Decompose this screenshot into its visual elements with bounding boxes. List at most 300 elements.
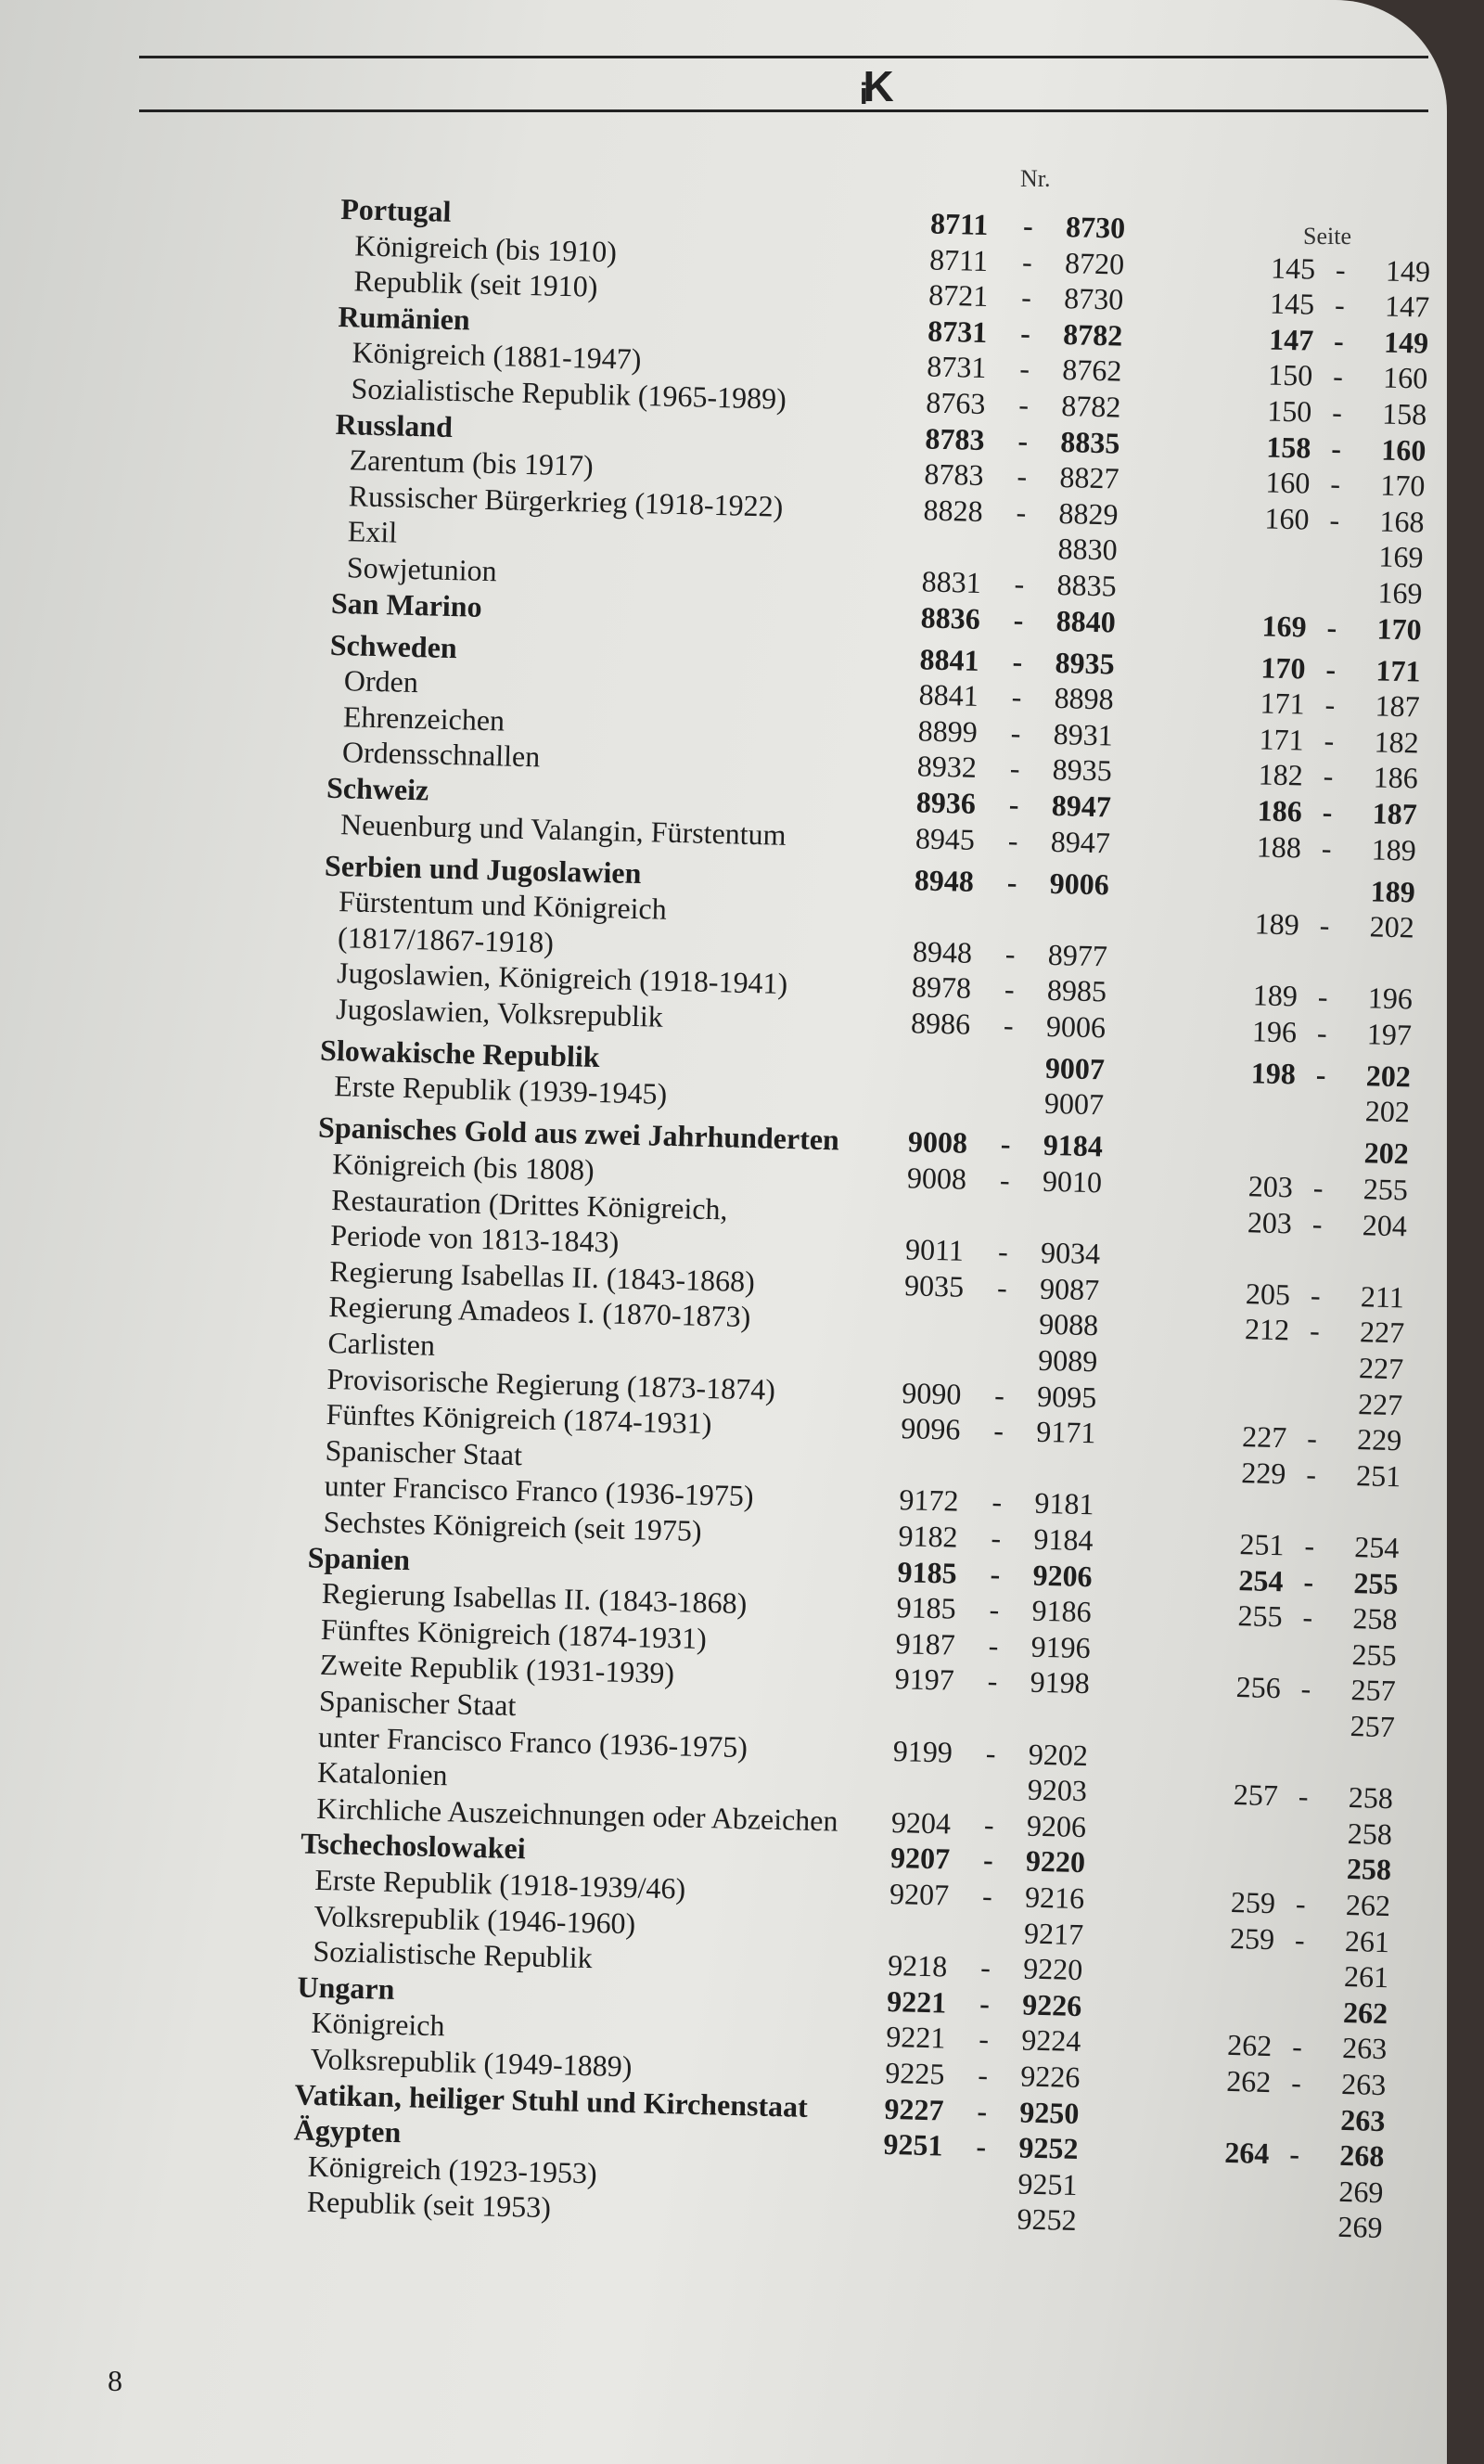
page-dash: - bbox=[1309, 1314, 1321, 1348]
nr-end: 9034 bbox=[1040, 1236, 1101, 1271]
nr-start: 8831 bbox=[921, 564, 982, 599]
nr-start: 8936 bbox=[915, 785, 977, 820]
entry-title: Königreich (1881-1947) bbox=[352, 335, 642, 377]
nr-dash: - bbox=[1000, 1127, 1012, 1161]
page-end: 189 bbox=[1371, 831, 1417, 867]
nr-end: 9206 bbox=[1026, 1808, 1087, 1843]
page-end: 196 bbox=[1367, 981, 1414, 1016]
nr-dash: - bbox=[1008, 787, 1019, 821]
nr-end: 9087 bbox=[1039, 1271, 1100, 1307]
nr-dash: - bbox=[1003, 1007, 1015, 1042]
nr-end: 9252 bbox=[1018, 2130, 1079, 2166]
entry-title: Tschechoslowakei bbox=[300, 1826, 527, 1866]
nr-start: 8986 bbox=[910, 1006, 971, 1041]
page-start: 229 bbox=[1240, 1455, 1286, 1491]
page-start: 171 bbox=[1259, 722, 1305, 757]
entry-title: Königreich bbox=[311, 2006, 445, 2043]
nr-start: 8711 bbox=[929, 206, 989, 242]
header-rule-top bbox=[139, 56, 1428, 58]
entry-title: Königreich (1923-1953) bbox=[307, 2149, 598, 2190]
nr-dash: - bbox=[991, 1521, 1002, 1555]
nr-dash: - bbox=[1013, 602, 1024, 636]
nr-dash: - bbox=[983, 1807, 995, 1842]
nr-end: 8935 bbox=[1055, 645, 1116, 681]
nr-end: 9203 bbox=[1027, 1772, 1088, 1808]
page-end: 211 bbox=[1360, 1279, 1405, 1315]
nr-end: 8762 bbox=[1061, 353, 1122, 388]
nr-dash: - bbox=[1020, 280, 1032, 314]
nr-end: 8782 bbox=[1062, 316, 1123, 353]
page-start: 150 bbox=[1267, 357, 1313, 393]
entry-title: Republik (seit 1910) bbox=[353, 263, 598, 303]
page-start: 212 bbox=[1244, 1312, 1290, 1347]
page-end: 254 bbox=[1354, 1530, 1400, 1565]
page-dash: - bbox=[1322, 794, 1333, 829]
nr-start: 8841 bbox=[918, 677, 979, 713]
page-dash: - bbox=[1311, 1206, 1324, 1240]
page-end: 147 bbox=[1384, 289, 1430, 324]
page-start: 257 bbox=[1233, 1777, 1279, 1813]
entry-title: Restauration (Drittes Königreich, bbox=[330, 1182, 729, 1226]
entry-title: (1817/1867-1918) bbox=[337, 919, 555, 959]
nr-dash: - bbox=[1007, 823, 1019, 857]
entry-title: Spanischer Staat bbox=[325, 1432, 523, 1471]
nr-end: 9196 bbox=[1030, 1629, 1092, 1664]
page-end: 170 bbox=[1379, 468, 1426, 503]
nr-end: 9251 bbox=[1017, 2166, 1078, 2201]
page-end: 257 bbox=[1350, 1673, 1397, 1708]
nr-end: 9226 bbox=[1021, 1987, 1082, 2022]
entry-title: Neuenburg und Valangin, Fürstentum bbox=[339, 806, 787, 852]
nr-end: 8827 bbox=[1059, 460, 1119, 495]
nr-end: 8830 bbox=[1057, 532, 1119, 567]
nr-dash: - bbox=[1016, 494, 1027, 529]
page-end: 169 bbox=[1377, 575, 1424, 610]
page-end: 257 bbox=[1350, 1709, 1396, 1744]
entry-title: Fünftes Königreich (1874-1931) bbox=[320, 1611, 708, 1655]
nr-start: 8836 bbox=[920, 599, 981, 635]
page-start: 262 bbox=[1225, 2063, 1272, 2098]
page-end: 187 bbox=[1375, 688, 1421, 724]
page-dash: - bbox=[1324, 723, 1335, 758]
nr-dash: - bbox=[1014, 566, 1025, 601]
nr-end: 8835 bbox=[1060, 424, 1120, 460]
nr-dash: - bbox=[1017, 423, 1029, 457]
nr-start: 8763 bbox=[926, 385, 986, 420]
entry-title: Russland bbox=[335, 406, 454, 443]
nr-end: 9250 bbox=[1019, 2094, 1080, 2130]
publisher-logo: ᵢK bbox=[861, 62, 890, 110]
page-start: 145 bbox=[1269, 286, 1315, 321]
nr-dash: - bbox=[1021, 244, 1033, 278]
page-dash: - bbox=[1294, 1922, 1306, 1957]
page-end: 263 bbox=[1340, 2066, 1387, 2102]
page-end: 255 bbox=[1353, 1565, 1399, 1600]
page-dash: - bbox=[1298, 1778, 1309, 1814]
nr-start: 9221 bbox=[886, 1983, 947, 2020]
entry-title: Regierung Isabellas II. (1843-1868) bbox=[328, 1253, 756, 1299]
page-dash: - bbox=[1323, 759, 1334, 793]
nr-end: 9088 bbox=[1038, 1307, 1099, 1342]
entry-title: Russischer Bürgerkrieg (1918-1922) bbox=[348, 479, 784, 523]
entry-title: Schweiz bbox=[326, 770, 429, 807]
page-end: 255 bbox=[1362, 1172, 1409, 1207]
nr-start: 8945 bbox=[915, 820, 976, 856]
page-end: 227 bbox=[1359, 1315, 1405, 1350]
nr-start: 9185 bbox=[897, 1554, 958, 1590]
nr-start: 8948 bbox=[912, 933, 973, 969]
nr-end: 9010 bbox=[1042, 1163, 1103, 1200]
nr-dash: - bbox=[1011, 679, 1022, 714]
page-start: 145 bbox=[1270, 250, 1316, 286]
nr-end: 8931 bbox=[1053, 716, 1114, 752]
page-dash: - bbox=[1319, 908, 1330, 943]
nr-start: 8731 bbox=[927, 314, 988, 349]
nr-end: 9220 bbox=[1022, 1951, 1083, 1987]
nr-start: 8731 bbox=[926, 349, 987, 385]
entry-title: Rumänien bbox=[338, 299, 471, 337]
page-start: 160 bbox=[1264, 501, 1310, 536]
entry-title: Sowjetunion bbox=[346, 550, 498, 588]
entry-title: Sozialistische Republik bbox=[313, 1933, 594, 1975]
page-start: 259 bbox=[1229, 1920, 1275, 1956]
page-dash: - bbox=[1321, 830, 1332, 865]
nr-dash: - bbox=[996, 1270, 1008, 1304]
entry-title: Portugal bbox=[339, 191, 452, 228]
page-start: 158 bbox=[1265, 430, 1311, 465]
page-start: 182 bbox=[1258, 757, 1304, 792]
entry-title: Erste Republik (1918-1939/46) bbox=[313, 1862, 686, 1906]
page-start: 189 bbox=[1252, 978, 1298, 1013]
page-end: 168 bbox=[1379, 504, 1425, 539]
page-start: 198 bbox=[1250, 1056, 1297, 1091]
page-end: 160 bbox=[1382, 360, 1428, 396]
page-dash: - bbox=[1326, 610, 1337, 644]
nr-start: 8828 bbox=[923, 493, 984, 528]
entry-title: Vatikan, heiliger Stuhl und Kirchenstaat bbox=[294, 2076, 809, 2124]
nr-end: 9184 bbox=[1043, 1128, 1104, 1163]
nr-end: 9206 bbox=[1032, 1558, 1094, 1593]
page-dash: - bbox=[1288, 2137, 1300, 2171]
entry-title: Ungarn bbox=[297, 1970, 395, 2006]
nr-end: 9181 bbox=[1034, 1486, 1094, 1521]
nr-dash: - bbox=[989, 1592, 1000, 1626]
entry-title: Periode von 1813-1843) bbox=[329, 1218, 620, 1259]
nr-end: 9202 bbox=[1028, 1737, 1089, 1772]
entry-title: Jugoslawien, Königreich (1918-1941) bbox=[336, 956, 788, 1001]
page-number: 8 bbox=[108, 2364, 122, 2397]
nr-start: 8932 bbox=[916, 749, 978, 785]
page-end: 204 bbox=[1362, 1207, 1408, 1243]
nr-start: 9172 bbox=[899, 1482, 959, 1519]
nr-start: 9207 bbox=[889, 1841, 951, 1876]
nr-dash: - bbox=[1012, 644, 1023, 678]
nr-dash: - bbox=[1017, 459, 1028, 494]
entry-title: Carlisten bbox=[327, 1326, 436, 1362]
nr-start: 8783 bbox=[924, 456, 984, 493]
page-end: 258 bbox=[1352, 1601, 1398, 1636]
entry-title: Volksrepublik (1949-1889) bbox=[310, 2041, 633, 2084]
entry-title: Schweden bbox=[329, 627, 458, 664]
nr-dash: - bbox=[979, 1986, 991, 2021]
nr-end: 9095 bbox=[1036, 1379, 1097, 1414]
nr-start: 8721 bbox=[928, 277, 989, 314]
entry-title: Spanien bbox=[307, 1540, 411, 1576]
page-dash: - bbox=[1304, 1528, 1315, 1563]
page-start: 196 bbox=[1251, 1014, 1298, 1049]
page-start: 188 bbox=[1256, 828, 1302, 864]
nr-start: 9221 bbox=[885, 2020, 946, 2055]
page-dash: - bbox=[1325, 651, 1337, 686]
seite-column-header: Seite bbox=[1303, 223, 1351, 250]
nr-start: 9204 bbox=[890, 1804, 952, 1841]
page-start: 255 bbox=[1237, 1598, 1284, 1634]
page-end: 202 bbox=[1365, 1059, 1412, 1094]
page-end: 227 bbox=[1357, 1386, 1403, 1421]
page-end: 171 bbox=[1375, 652, 1421, 688]
page-start: 203 bbox=[1247, 1204, 1293, 1240]
page-start: 262 bbox=[1226, 2028, 1273, 2063]
nr-end: 9006 bbox=[1049, 866, 1110, 901]
page-start: 160 bbox=[1265, 465, 1311, 500]
entry-title: Zweite Republik (1931-1939) bbox=[319, 1648, 675, 1690]
nr-end: 9224 bbox=[1020, 2022, 1081, 2059]
page-dash: - bbox=[1290, 2065, 1302, 2099]
page-end: 202 bbox=[1364, 1094, 1411, 1129]
page-end: 186 bbox=[1373, 760, 1419, 795]
nr-start: 9225 bbox=[885, 2055, 945, 2091]
nr-end: 8730 bbox=[1065, 210, 1126, 245]
nr-end: 9220 bbox=[1025, 1843, 1086, 1880]
page-start: 203 bbox=[1247, 1169, 1294, 1204]
nr-start: 9187 bbox=[895, 1625, 956, 1662]
page-end: 261 bbox=[1344, 1923, 1390, 1958]
page-dash: - bbox=[1305, 1457, 1317, 1491]
entry-title: Sechstes Königreich (seit 1975) bbox=[323, 1504, 703, 1547]
entry-title: Ordensschnallen bbox=[341, 735, 541, 774]
entry-title: Erste Republik (1939-1945) bbox=[333, 1069, 668, 1111]
entry-title: Ehrenzeichen bbox=[342, 699, 505, 738]
page-end: 170 bbox=[1376, 610, 1423, 647]
page-dash: - bbox=[1291, 2029, 1303, 2064]
nr-start: 8899 bbox=[917, 713, 979, 749]
nr-dash: - bbox=[1022, 208, 1034, 243]
page-end: 187 bbox=[1372, 796, 1418, 831]
nr-start: 8783 bbox=[925, 421, 985, 456]
nr-dash: - bbox=[1017, 387, 1030, 422]
nr-dash: - bbox=[978, 2021, 990, 2056]
page-end: 269 bbox=[1338, 2174, 1384, 2209]
nr-end: 8829 bbox=[1058, 495, 1119, 532]
nr-start: 9218 bbox=[887, 1948, 948, 1983]
entry-title: Königreich (bis 1808) bbox=[331, 1147, 595, 1187]
nr-end: 9217 bbox=[1023, 1916, 1084, 1951]
page-start: 205 bbox=[1245, 1277, 1291, 1312]
page-end: 189 bbox=[1370, 873, 1416, 909]
entry-title: Jugoslawien, Volksrepublik bbox=[335, 991, 664, 1033]
nr-dash: - bbox=[991, 1484, 1003, 1520]
page-dash: - bbox=[1330, 430, 1342, 465]
page-dash: - bbox=[1295, 1886, 1307, 1920]
nr-end: 9007 bbox=[1044, 1050, 1106, 1086]
page-start: 186 bbox=[1257, 793, 1303, 828]
page-end: 202 bbox=[1363, 1136, 1410, 1171]
nr-dash: - bbox=[981, 1879, 993, 1913]
nr-start: 9182 bbox=[898, 1519, 959, 1554]
page-end: 182 bbox=[1374, 725, 1420, 760]
nr-end: 8835 bbox=[1056, 567, 1118, 603]
nr-start: 9251 bbox=[883, 2127, 943, 2162]
nr-end: 8898 bbox=[1054, 681, 1115, 716]
page-end: 227 bbox=[1358, 1351, 1404, 1386]
page-end: 269 bbox=[1337, 2210, 1383, 2245]
nr-dash: - bbox=[976, 2129, 987, 2163]
nr-start: 9185 bbox=[896, 1590, 957, 1625]
page-end: 263 bbox=[1341, 2031, 1388, 2066]
nr-end: 9006 bbox=[1045, 1008, 1107, 1045]
entry-title: Orden bbox=[343, 663, 419, 699]
entry-title: Ägypten bbox=[293, 2112, 402, 2150]
nr-end: 9198 bbox=[1030, 1665, 1091, 1700]
nr-dash: - bbox=[1006, 865, 1017, 899]
nr-end: 8840 bbox=[1055, 603, 1117, 639]
entry-title: Zarentum (bis 1917) bbox=[349, 443, 595, 482]
entry-title: Spanisches Gold aus zwei Jahrhunderten bbox=[317, 1110, 840, 1157]
entry-title: Fünftes Königreich (1874-1931) bbox=[326, 1397, 712, 1441]
page-start: 227 bbox=[1241, 1419, 1287, 1455]
nr-start: 9011 bbox=[904, 1232, 965, 1267]
page-dash: - bbox=[1331, 395, 1343, 430]
page-start: 256 bbox=[1235, 1670, 1282, 1705]
nr-start: 8841 bbox=[919, 641, 980, 677]
page-dash: - bbox=[1333, 323, 1345, 358]
nr-dash: - bbox=[990, 1557, 1001, 1591]
page-dash: - bbox=[1317, 980, 1329, 1014]
nr-start: 9227 bbox=[884, 2091, 944, 2126]
nr-end: 8935 bbox=[1052, 752, 1113, 788]
page-start: 150 bbox=[1266, 393, 1312, 429]
nr-end: 8782 bbox=[1060, 389, 1121, 424]
nr-end: 8720 bbox=[1064, 245, 1125, 281]
nr-end: 8977 bbox=[1047, 937, 1108, 973]
page-start: 264 bbox=[1224, 2135, 1270, 2171]
nr-dash: - bbox=[999, 1162, 1011, 1197]
nr-dash: - bbox=[992, 1413, 1004, 1448]
nr-dash: - bbox=[997, 1234, 1009, 1269]
nr-dash: - bbox=[993, 1378, 1005, 1412]
nr-start: 9008 bbox=[906, 1161, 967, 1196]
table-of-contents bbox=[0, 180, 1447, 2441]
nr-end: 9226 bbox=[1019, 2059, 1081, 2094]
nr-dash: - bbox=[985, 1736, 996, 1770]
nr-dash: - bbox=[979, 1950, 991, 1984]
entry-title: Slowakische Republik bbox=[319, 1033, 600, 1073]
page-end: 262 bbox=[1342, 1995, 1388, 2030]
nr-start: 9197 bbox=[894, 1662, 955, 1697]
page-dash: - bbox=[1306, 1421, 1318, 1456]
page-end: 202 bbox=[1369, 909, 1415, 944]
nr-dash: - bbox=[977, 2093, 988, 2128]
page-end: 258 bbox=[1347, 1816, 1393, 1851]
nr-dash: - bbox=[1004, 972, 1016, 1007]
page-end: 149 bbox=[1383, 325, 1429, 360]
nr-end: 8947 bbox=[1050, 824, 1111, 859]
nr-end: 9186 bbox=[1031, 1593, 1093, 1629]
nr-end: 9184 bbox=[1033, 1521, 1094, 1558]
page-start: 259 bbox=[1230, 1884, 1276, 1920]
page-start: 171 bbox=[1260, 686, 1306, 721]
nr-start: 9035 bbox=[903, 1268, 965, 1303]
page-start: 251 bbox=[1239, 1527, 1285, 1562]
page-end: 268 bbox=[1338, 2138, 1385, 2174]
nr-start: 9199 bbox=[892, 1733, 953, 1769]
page-dash: - bbox=[1310, 1277, 1322, 1312]
entry-title: Regierung Amadeos I. (1870-1873) bbox=[327, 1290, 751, 1334]
nr-dash: - bbox=[987, 1663, 998, 1699]
page-end: 149 bbox=[1385, 253, 1431, 289]
nr-end: 9171 bbox=[1035, 1414, 1096, 1450]
page-dash: - bbox=[1334, 288, 1346, 322]
entry-title: Königreich (bis 1910) bbox=[353, 227, 618, 268]
nr-end: 8985 bbox=[1046, 973, 1107, 1008]
page-dash: - bbox=[1329, 502, 1340, 537]
nr-start: 8948 bbox=[914, 862, 975, 898]
nr-end: 9007 bbox=[1043, 1086, 1105, 1122]
nr-dash: - bbox=[982, 1842, 994, 1878]
page-end: 258 bbox=[1348, 1780, 1394, 1816]
page-end: 258 bbox=[1346, 1852, 1392, 1887]
page-start: 147 bbox=[1268, 322, 1314, 357]
page-dash: - bbox=[1316, 1015, 1328, 1050]
nr-end: 9089 bbox=[1037, 1342, 1098, 1379]
page-end: 160 bbox=[1380, 432, 1426, 468]
entry-title: Regierung Isabellas II. (1843-1868) bbox=[321, 1576, 748, 1621]
page-end: 261 bbox=[1343, 1959, 1389, 1995]
nr-dash: - bbox=[977, 2058, 989, 2092]
entry-title: unter Francisco Franco (1936-1975) bbox=[317, 1719, 748, 1764]
nr-start: 9090 bbox=[901, 1375, 962, 1411]
nr-start: 9207 bbox=[889, 1876, 950, 1912]
nr-start: 8978 bbox=[911, 969, 972, 1006]
entry-title: Sozialistische Republik (1965-1989) bbox=[351, 371, 787, 416]
page-dash: - bbox=[1329, 467, 1341, 501]
entry-title: Volksrepublik (1946-1960) bbox=[313, 1898, 636, 1940]
entry-title: Republik (seit 1953) bbox=[306, 2185, 552, 2225]
entry-title: Serbien und Jugoslawien bbox=[324, 848, 642, 890]
page-end: 229 bbox=[1356, 1422, 1402, 1457]
nr-end: 8947 bbox=[1051, 788, 1112, 824]
nr-end: 9252 bbox=[1017, 2201, 1078, 2238]
nr-dash: - bbox=[1010, 715, 1021, 750]
nr-start: 9096 bbox=[900, 1411, 961, 1446]
entry-title: Fürstentum und Königreich bbox=[338, 884, 668, 926]
entry-title: Spanischer Staat bbox=[318, 1683, 517, 1723]
page-dash: - bbox=[1312, 1170, 1324, 1205]
page-start: 169 bbox=[1261, 608, 1308, 644]
nr-start: 9008 bbox=[907, 1124, 968, 1161]
nr-dash: - bbox=[1019, 315, 1031, 350]
page-dash: - bbox=[1335, 251, 1347, 287]
nr-dash: - bbox=[1018, 352, 1030, 386]
entry-title: Provisorische Regierung (1873-1874) bbox=[326, 1361, 776, 1406]
page-dash: - bbox=[1303, 1564, 1314, 1598]
page-dash: - bbox=[1324, 687, 1336, 722]
page-dash: - bbox=[1332, 359, 1344, 393]
nr-dash: - bbox=[1004, 936, 1017, 970]
nr-end: 8730 bbox=[1063, 281, 1124, 316]
page-end: 255 bbox=[1351, 1636, 1398, 1673]
nr-end: 9216 bbox=[1024, 1880, 1085, 1916]
